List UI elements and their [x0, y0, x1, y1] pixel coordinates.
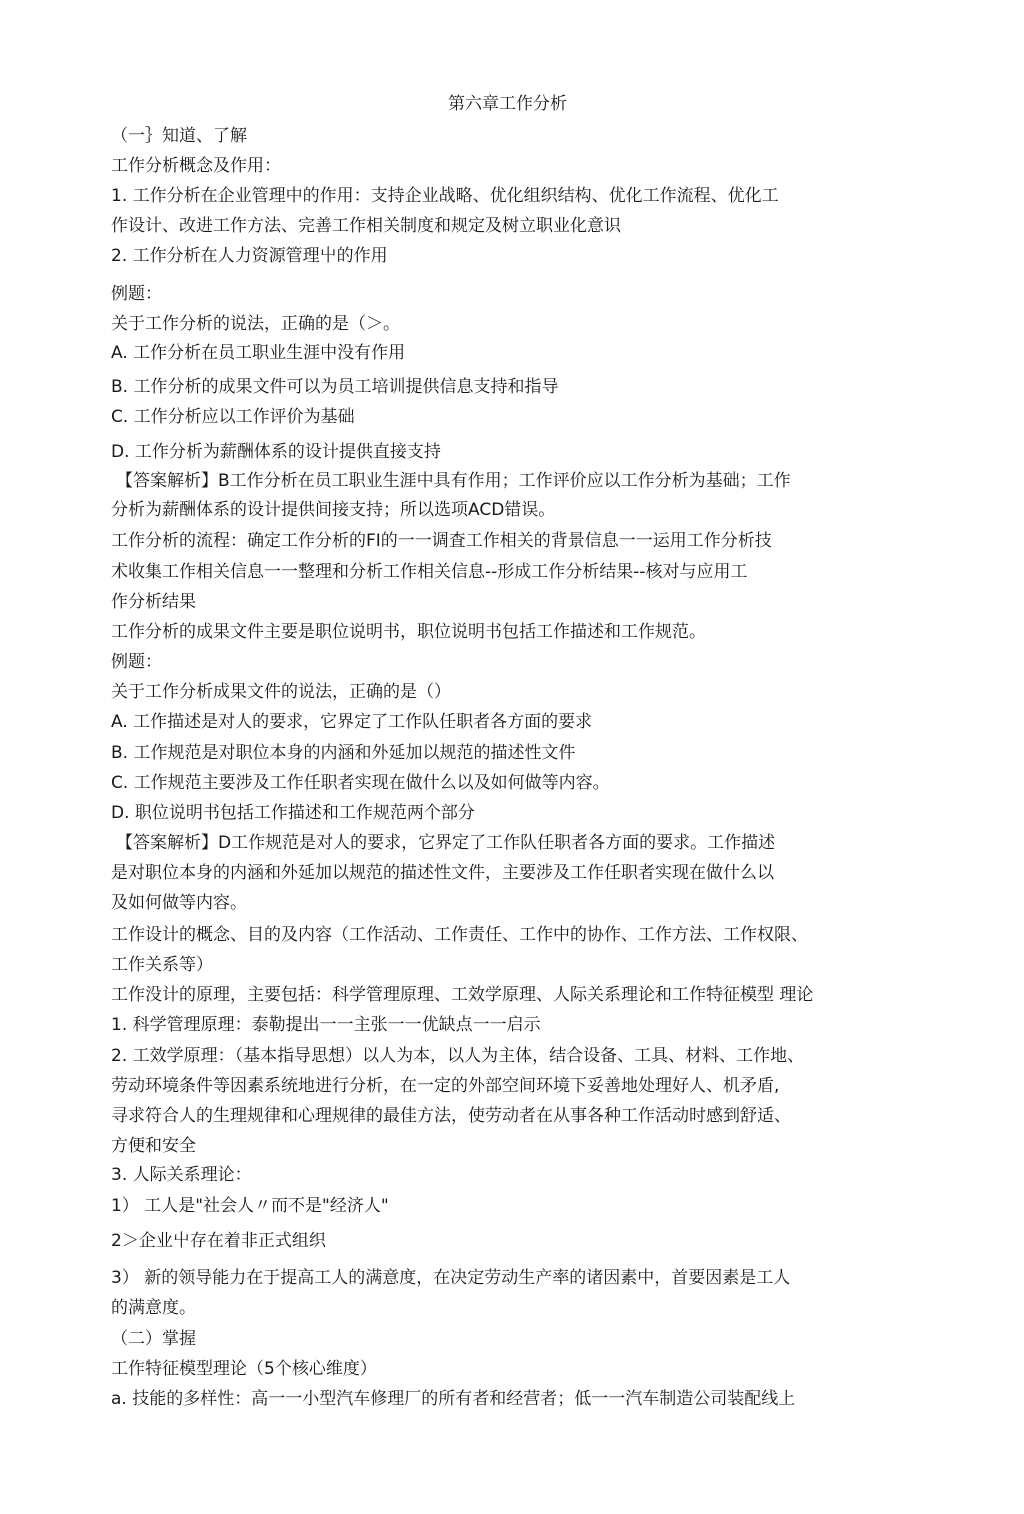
text-line: 1） 工人是"社会人〃而不是"经济人": [111, 1196, 389, 1216]
text-line: 的满意度。: [111, 1298, 196, 1318]
text-line: a. 技能的多样性：高一一小型汽车修理厂的所有者和经营者；低一一汽车制造公司装配线上: [111, 1389, 796, 1409]
text-line: 3） 新的领导能力在于提高工人的满意度，在决定劳动生产率的诸因素中，首要因素是工人: [111, 1268, 791, 1288]
text-line: 分析为薪酬体系的设计提供间接支持；所以选项ACD错误。: [111, 500, 556, 520]
text-line: 是对职位本身的内涵和外延加以规范的描述性文件，主要涉及工作任职者实现在做什么以: [111, 863, 774, 883]
text-line: 2＞企业屮存在着非正式组织: [111, 1231, 326, 1251]
option-d: D. 工作分析为薪酬体系的设计提供直接支持: [111, 442, 441, 462]
text-line: 及如何做等内容。: [111, 893, 247, 913]
text-line: 3. 人际关系理论：: [111, 1165, 252, 1185]
text-line: 方便和安全: [111, 1136, 196, 1156]
question-stem: 关于工作分析的说法，正确的是（＞。: [111, 314, 400, 334]
text-line: 工作设计的概念、目的及内容（工作活动、工作责任、工作中的协作、工作方法、工作权限、: [111, 925, 808, 945]
example-label: 例题：: [111, 652, 162, 672]
text-line: 工作没计的原理，主要包括：科学管理原理、工效学原理、人际关系理论和工作特征模型 理论: [111, 985, 814, 1005]
text-line: 2. 工作分析在人力资源管理屮的作用: [111, 246, 388, 266]
answer-explanation: 【答案解析】D工作规范是对人的要求，它界定了工作队任职者各方面的要求。工作描述: [116, 833, 776, 853]
option-c: C. 工作规范主要涉及工作任职者实现在做什么以及如何做等内容。: [111, 773, 610, 793]
text-line: 工作关系等）: [111, 955, 213, 975]
option-b: B. 工作规范是对职位本身的内涵和外延加以规范的描述性文件: [111, 743, 576, 763]
text-line: 工作分析的成果文件主要是职位说明书，职位说明书包括工作描述和工作规范。: [111, 622, 706, 642]
text-line: 1. 工作分析在企业管理中的作用：支持企业战略、优化组织结构、优化工作流程、优化工: [111, 186, 779, 206]
text-line: 2. 工效学原理：（基本指导思想）以人为本，以人为主体，结合设备、工具、材料、工作地、: [111, 1046, 805, 1066]
text-line: 作分析结果: [111, 592, 196, 612]
option-d: D. 职位说明书包括工作描述和工作规范两个部分: [111, 803, 475, 823]
option-a: A. 工作分析在员工职业生涯中没有作用: [111, 343, 406, 363]
text-line: 工作特征模型理论（5个核心维度）: [111, 1359, 377, 1379]
option-b: B. 工作分析的成果文件可以为员工培训提供信息支持和指导: [111, 377, 559, 397]
text-line: 工作分析概念及作用：: [111, 156, 281, 176]
option-a: A. 工作描述是对人的要求，它界定了工作队任职者各方面的要求: [111, 712, 593, 732]
option-c: C. 工作分析应以工作评价为基础: [111, 407, 355, 427]
section-heading-1: （一｝知道、了解: [111, 126, 247, 146]
text-line: 工作分析的流程：确定工作分析的FI的一一调査工作相关的背景信息一一运用工作分析技: [111, 531, 772, 551]
section-heading-2: （二）掌握: [111, 1329, 196, 1349]
text-line: 作设计、改进工作方法、完善工作相关制度和规定及树立职业化意识: [111, 216, 621, 236]
text-line: 1. 科学管理原理：泰勒提出一一主张一一优缺点一一启示: [111, 1015, 541, 1035]
example-label: 例题：: [111, 284, 162, 304]
answer-explanation: 【答案解析】B工作分析在员工职业生涯中具有作用；工作评价应以工作分析为基础；工作: [116, 471, 791, 491]
text-line: 劳动环境条件等因素系统地进行分析，在一定的外部空间环境下妥善地处理好人、机矛盾,: [111, 1076, 780, 1096]
text-line: 寻求符合人的生理规律和心理规律的最佳方法，使劳动者在从事各种工作活动时感到舒适、: [111, 1106, 791, 1126]
text-line: 术收集工作相关信息一一整理和分析工作相关信息--形成工作分析结果--核对与应用工: [111, 562, 748, 582]
page-title: 第六章工作分析: [448, 94, 567, 114]
question-stem: 关于工作分析成果文件的说法，正确的是（）: [111, 682, 451, 702]
